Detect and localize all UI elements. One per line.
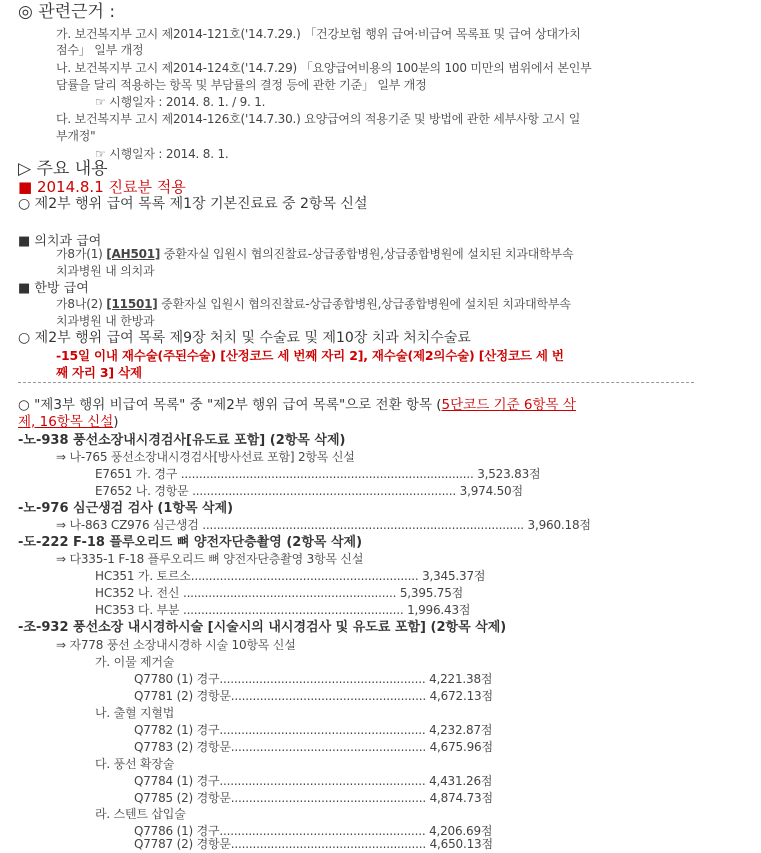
category-hemostasis: 나. 출혈 지혈법 xyxy=(95,706,175,720)
item-row: Q7780 (1) 경구......................................................... 4,221.38점 xyxy=(134,672,493,686)
main-title: ▷ 주요 내용 xyxy=(18,159,108,179)
basis-b-line2: 담률을 달리 적용하는 항목 및 부담률의 결정 등에 관한 기준」 일부 개정 xyxy=(56,78,427,92)
item-row: Q7781 (2) 경항문...................................................... 4,672.13점 xyxy=(134,689,493,703)
apply-date-heading: ■ 2014.8.1 진료분 적용 xyxy=(18,178,186,196)
conversion-count-part2: 제, 16항목 신설 xyxy=(18,414,114,430)
item-label: Q7782 (1) 경구 xyxy=(134,723,220,737)
item-value: 4,650.13점 xyxy=(429,837,493,851)
item-label: Q7787 (2) 경항문 xyxy=(134,837,231,851)
section-divider xyxy=(18,382,694,384)
item-label: Q7781 (2) 경항문 xyxy=(134,689,231,703)
item-row: Q7782 (1) 경구......................................................... 4,232.87점 xyxy=(134,723,493,737)
conversion-count-part1: 5단코드 기준 6항목 삭 xyxy=(441,397,576,413)
dental-item-number: 가8가(1) xyxy=(56,247,107,261)
oriental-item xyxy=(56,296,571,313)
surgery-note-line1: -15일 이내 재수술(주된수술) [산정코드 세 번째 자리 2], 재수술(제2의수술) [산정코드 세 번 xyxy=(56,348,564,363)
item-value: 4,874.73점 xyxy=(429,791,493,805)
surgery-note-line2: 째 자리 3] 삭제 xyxy=(56,365,142,380)
group-do222: -도-222 F-18 플루오리드 뼈 양전자단층촬영 (2항목 삭제) xyxy=(18,535,363,550)
dental-heading: ■ 의치과 급여 xyxy=(18,234,102,249)
item-label: E7652 나. 경항문 xyxy=(95,484,189,498)
item-value: 4,672.13점 xyxy=(429,689,493,703)
basis-c-date: ☞ 시행일자 : 2014. 8. 1. xyxy=(95,147,229,161)
item-value: 4,221.38점 xyxy=(429,672,493,686)
item-value: 4,675.96점 xyxy=(429,740,493,754)
conversion-heading-cont xyxy=(18,414,119,431)
item-label: HC351 가. 토르소 xyxy=(95,569,191,583)
oriental-item-cont: 치과병원 내 한방과 xyxy=(56,314,155,328)
section-basic-fee: ○ 제2부 행위 급여 목록 제1장 기본진료료 중 2항목 신설 xyxy=(18,196,368,212)
item-label: Q7785 (2) 경항문 xyxy=(134,791,231,805)
group-jo932-sub: ⇒ 자778 풍선 소장내시경하 시술 10항목 신설 xyxy=(56,638,296,652)
conversion-heading-text: ○ "제3부 행위 비급여 목록" 중 "제2부 행위 급여 목록"으로 전환 항목 ( xyxy=(18,397,442,413)
basis-c-line1: 다. 보건복지부 고시 제2014-126호('14.7.30.) 요양급여의 적용기준 및 방법에 관한 세부사항 고시 일 xyxy=(56,112,581,126)
item-value: 5,395.75점 xyxy=(399,586,464,600)
group-no976: -노-976 심근생검 검사 (1항목 삭제) xyxy=(18,501,234,516)
group-do222-sub: ⇒ 다335-1 F-18 플루오리드 뼈 양전자단층촬영 3항목 신설 xyxy=(56,552,364,566)
item-value: 3,974.50점 xyxy=(459,484,523,498)
basis-a-line1: 가. 보건복지부 고시 제2014-121호('14.7.29.) 「건강보험 행위 급여·비급여 목록표 및 급여 상대가치 xyxy=(56,27,581,41)
category-stent: 라. 스텐트 삽입술 xyxy=(95,807,186,821)
item-label: ⇒ 나-863 CZ976 심근생검 xyxy=(56,518,199,532)
item-label: Q7786 (1) 경구 xyxy=(134,824,220,838)
dental-code: [AH501] xyxy=(106,247,161,261)
item-label: Q7783 (2) 경항문 xyxy=(134,740,231,754)
dental-item xyxy=(56,246,573,263)
item-row: Q7786 (1) 경구......................................................... 4,206.69점 xyxy=(134,824,493,838)
item-label: E7651 가. 경구 xyxy=(95,467,178,481)
conversion-heading-close: ) xyxy=(113,414,119,430)
dental-item-cont: 치과병원 내 의치과 xyxy=(56,264,155,278)
oriental-item-number: 가8나(2) xyxy=(56,297,107,311)
item-value: 3,523.83점 xyxy=(477,467,541,481)
item-row: Q7787 (2) 경항문...................................................... 4,650.13점 xyxy=(134,837,493,851)
oriental-item-desc: 중환자실 입원시 협의진찰료-상급종합병원,상급종합병원에 설치된 치과대학부속 xyxy=(157,297,571,311)
item-value: 4,232.87점 xyxy=(429,723,493,737)
group-jo932: -조-932 풍선소장 내시경하시술 [시술시의 내시경검사 및 유도료 포함] (2항목 삭제) xyxy=(18,620,507,635)
item-value: 4,206.69점 xyxy=(429,824,493,838)
group-no938-sub: ⇒ 나-765 풍선소장내시경검사[방사선료 포함] 2항목 신설 xyxy=(56,450,355,464)
item-value: 1,996.43점 xyxy=(407,603,471,617)
item-row: HC351 가. 토르소............................................................... 3,345.37점 xyxy=(95,569,486,583)
oriental-code: [11501] xyxy=(106,297,158,311)
item-row: HC352 나. 전신 ........................................................... 5,395.75점 xyxy=(95,586,464,600)
item-label: HC353 다. 부분 xyxy=(95,603,180,617)
item-row: Q7785 (2) 경항문...................................................... 4,874.73점 xyxy=(134,791,493,805)
basis-title: ◎ 관련근거 : xyxy=(18,2,116,22)
oriental-heading: ■ 한방 급여 xyxy=(18,281,89,296)
item-row: ⇒ 나-863 CZ976 심근생검 ......................................................................................... 3,960.18점 xyxy=(56,518,591,532)
basis-b-line1: 나. 보건복지부 고시 제2014-124호('14.7.29) 「요양급여비용의 100분의 100 미만의 범위에서 본인부 xyxy=(56,61,592,75)
basis-a-line2: 점수」 일부 개정 xyxy=(56,43,144,57)
item-label: Q7780 (1) 경구 xyxy=(134,672,220,686)
item-row: E7651 가. 경구 ................................................................................. 3,523.83점 xyxy=(95,467,541,481)
conversion-heading xyxy=(18,397,576,414)
item-label: Q7784 (1) 경구 xyxy=(134,774,220,788)
basis-c-line2: 부개정" xyxy=(56,129,96,143)
group-no938: -노-938 풍선소장내시경검사[유도료 포함] (2항목 삭제) xyxy=(18,433,346,448)
item-value: 3,345.37점 xyxy=(422,569,486,583)
item-value: 4,431.26점 xyxy=(429,774,493,788)
section-surgery: ○ 제2부 행위 급여 목록 제9장 처치 및 수술료 및 제10장 치과 처치수술료 xyxy=(18,330,471,346)
category-foreign-body: 가. 이물 제거술 xyxy=(95,655,175,669)
item-row: E7652 나. 경항문 ......................................................................... 3,974.50점 xyxy=(95,484,523,498)
item-row: Q7784 (1) 경구......................................................... 4,431.26점 xyxy=(134,774,493,788)
dental-item-desc: 중환자실 입원시 협의진찰료-상급종합병원,상급종합병원에 설치된 치과대학부속 xyxy=(160,247,574,261)
basis-b-date: ☞ 시행일자 : 2014. 8. 1. / 9. 1. xyxy=(95,95,266,109)
category-balloon-dilation: 다. 풍선 확장술 xyxy=(95,757,175,771)
item-row: HC353 다. 부분 ............................................................. 1,996.43점 xyxy=(95,603,471,617)
item-value: 3,960.18점 xyxy=(527,518,591,532)
item-row: Q7783 (2) 경항문...................................................... 4,675.96점 xyxy=(134,740,493,754)
item-label: HC352 나. 전신 xyxy=(95,586,180,600)
